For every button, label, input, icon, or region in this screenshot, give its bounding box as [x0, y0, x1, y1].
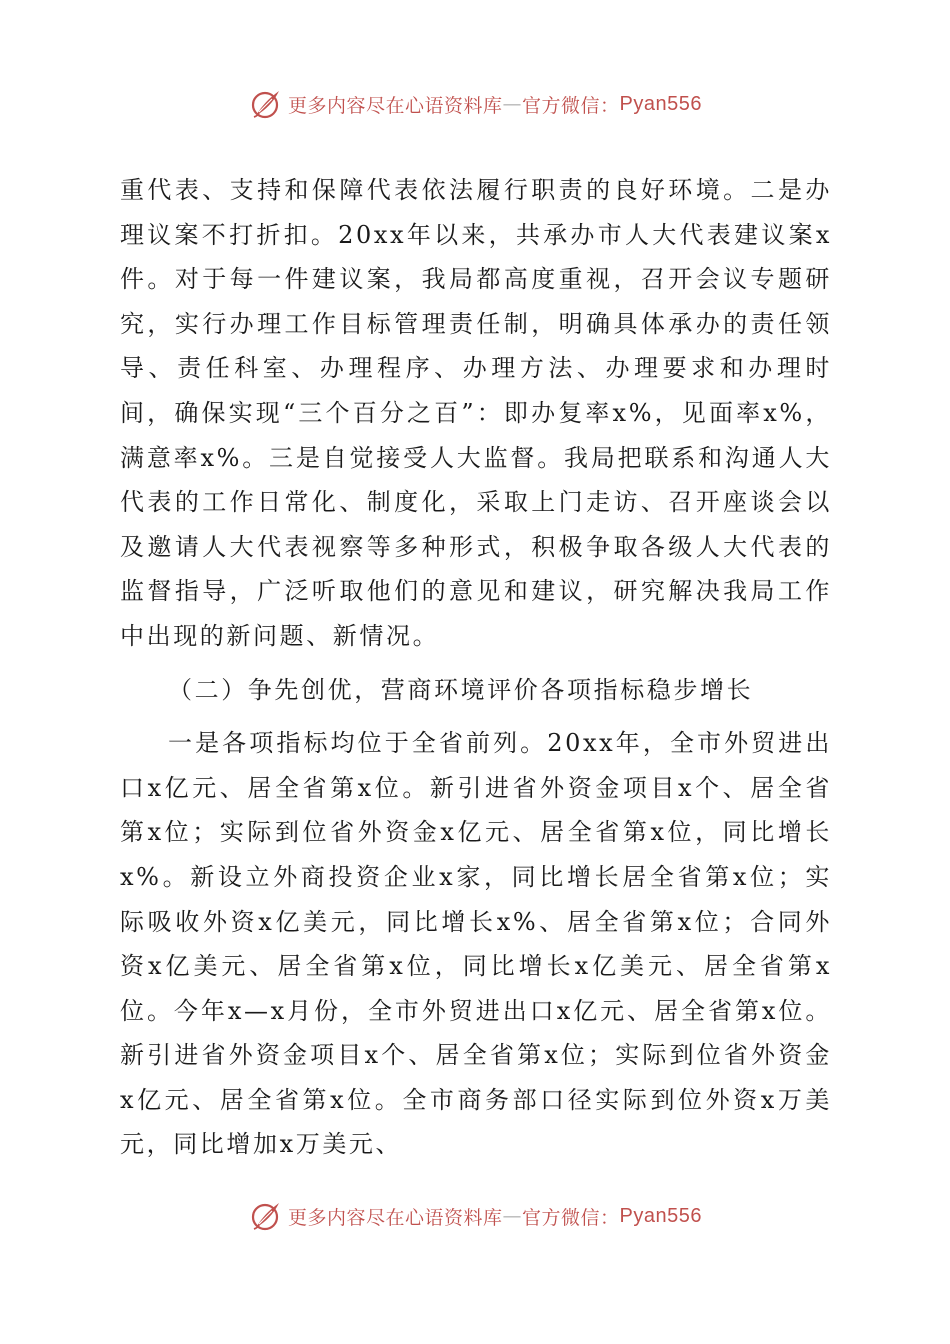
header-watermark [0, 84, 950, 124]
watermark-wechat-id: Pyan556 [619, 1204, 702, 1227]
watermark-contact-text: 官方微信： [522, 1206, 620, 1229]
watermark-site-text: 更多内容尽在心语资料库 [288, 1206, 503, 1229]
footer-watermark [0, 1196, 950, 1236]
quill-pen-logo-icon [248, 86, 284, 122]
watermark-contact-text: 官方微信： [522, 94, 620, 117]
quill-pen-logo-icon [248, 1198, 284, 1234]
paragraph-continuation: 重代表、支持和保障代表依法履行职责的良好环境。二是办理议案不打折扣。20xx年以来，共承办市人大代表建议案x件。对于每一件建议案，我局都高度重视，召开会议专题研究，实行办理工作目标管理责任制，明确具体承办的责任领导、责任科室、办理程序、办理方法、办理要求和办理时间，确保实现“三个百分之百”：即办复率x%，见面率x%，满意率x%。三是自觉接受人大监督。我局把联系和沟通人大代表的工作日常化、制度化，采取上门走访、召开座谈会以及邀请人大代表视察等多种形式，积极争取各级人大代表的监督指导，广泛听取他们的意见和建议，研究解决我局工作中出现的新问题、新情况。 [120, 176, 832, 650]
section-heading: （二）争先创优，营商环境评价各项指标稳步增长 [168, 675, 754, 704]
watermark-separator: — [502, 1205, 523, 1227]
watermark-wechat-id: Pyan556 [619, 92, 702, 115]
watermark-separator: — [502, 93, 523, 115]
paragraph-indicators: 一是各项指标均位于全省前列。20xx年，全市外贸进出口x亿元、居全省第x位。新引进省外资金项目x个、居全省第x位；实际到位省外资金x亿元、居全省第x位，同比增长x%。新设立外商投资企业x家，同比增长居全省第x位；实际吸收外资x亿美元，同比增长x%、居全省第x位；合同外资x亿美元、居全省第x位，同比增长x亿美元、居全省第x位。今年x—x月份，全市外贸进出口x亿元、居全省第x位。新引进省外资金项目x个、居全省第x位；实际到位省外资金x亿元、居全省第x位。全市商务部口径实际到位外资x万美元，同比增加x万美元、 [120, 729, 832, 1159]
document-body [120, 168, 832, 1167]
watermark-site-text: 更多内容尽在心语资料库 [288, 94, 503, 117]
